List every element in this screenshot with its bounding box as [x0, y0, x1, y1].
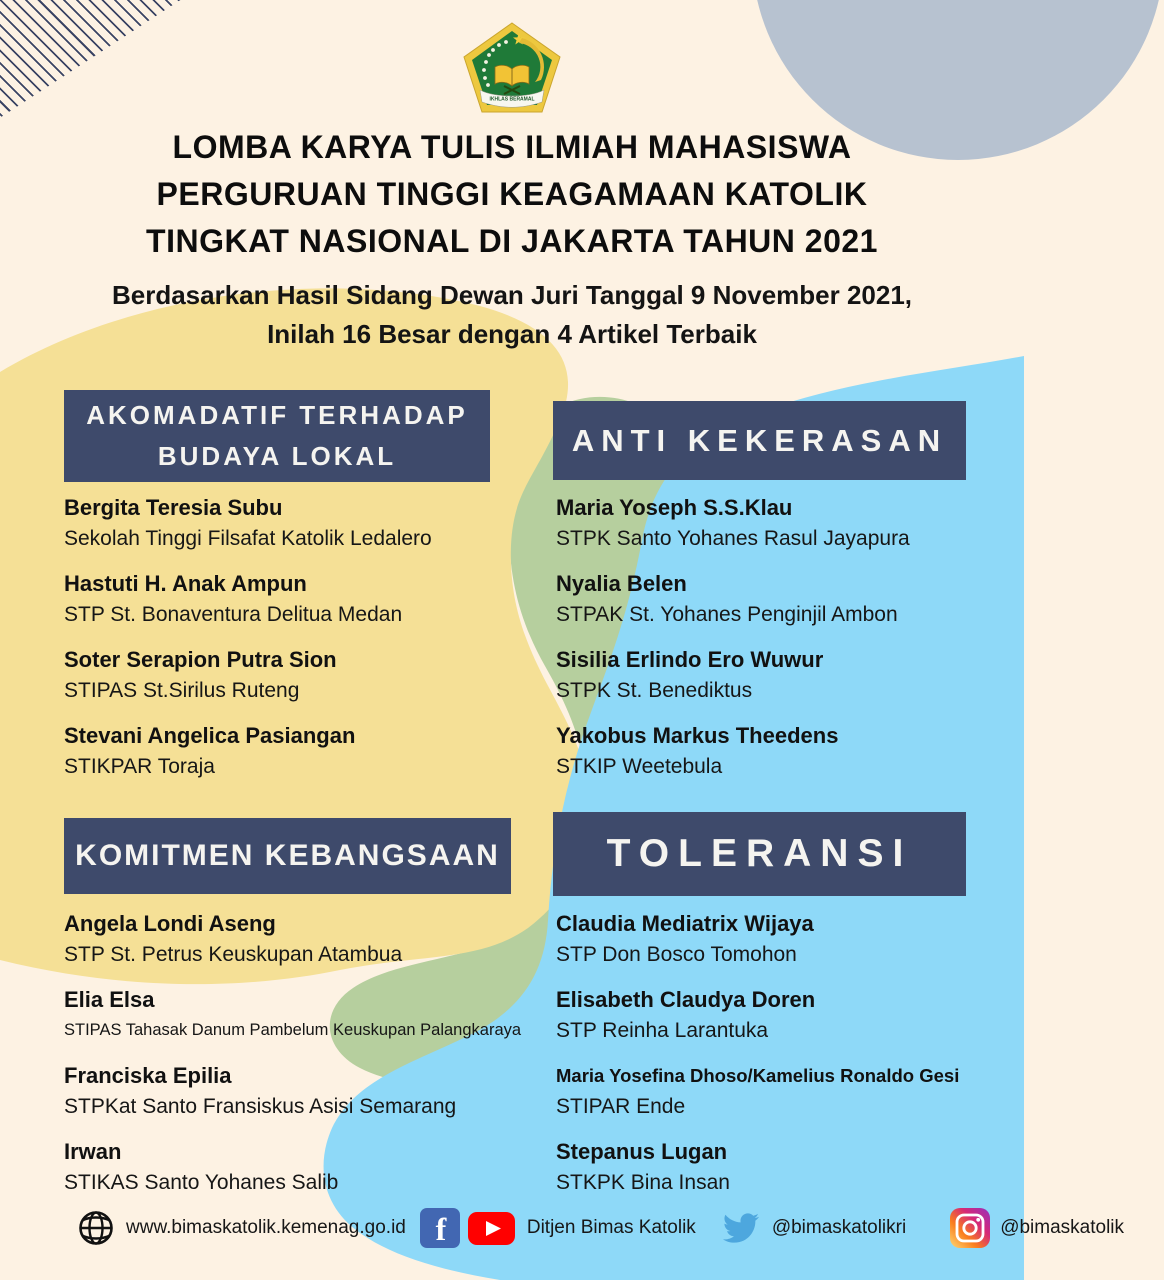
category-title-line: KOMITMEN KEBANGSAAN — [75, 839, 500, 872]
list-item — [64, 720, 544, 782]
instagram-handle: @bimaskatolik — [1000, 1217, 1125, 1238]
twitter-icon — [720, 1210, 762, 1246]
list-item — [556, 1060, 1018, 1122]
title-line-3: TINGKAT NASIONAL DI JAKARTA TAHUN 2021 — [146, 223, 878, 259]
website-url: www.bimaskatolik.kemenag.go.id — [126, 1217, 406, 1238]
entries-toleransi — [556, 908, 1018, 1212]
participant-institution: STIPAS St.Sirilus Ruteng — [64, 679, 300, 702]
category-header-toleransi — [553, 812, 966, 896]
participant-institution: STIKPAR Toraja — [64, 755, 215, 778]
list-item — [64, 492, 544, 554]
participant-institution: STP St. Bonaventura Delitua Medan — [64, 603, 403, 626]
participant-institution: Sekolah Tinggi Filsafat Katolik Ledalero — [64, 527, 432, 550]
list-item — [64, 1136, 556, 1198]
participant-institution: STP St. Petrus Keuskupan Atambua — [64, 943, 403, 966]
youtube-channel-label: Ditjen Bimas Katolik — [526, 1217, 696, 1238]
participant-name: Sisilia Erlindo Ero Wuwur — [556, 647, 824, 672]
participant-institution: STKIP Weetebula — [556, 755, 723, 778]
category-title-line: TOLERANSI — [606, 832, 913, 875]
participant-institution: STIKAS Santo Yohanes Salib — [64, 1171, 339, 1194]
facebook-icon — [420, 1208, 460, 1248]
participant-name: Soter Serapion Putra Sion — [64, 647, 337, 672]
participant-institution: STPK St. Benediktus — [556, 679, 753, 702]
list-item — [556, 908, 1018, 970]
title-line-1: LOMBA KARYA TULIS ILMIAH MAHASISWA — [172, 129, 852, 165]
list-item — [556, 492, 1018, 554]
participant-institution: STIPAS Tahasak Danum Pambelum Keuskupan Palangkaraya — [64, 1021, 522, 1039]
participant-institution: STP Reinha Larantuka — [556, 1019, 769, 1042]
entries-akomadatif — [64, 492, 544, 796]
participant-institution: STPKat Santo Fransiskus Asisi Semarang — [64, 1095, 457, 1118]
participant-name: Claudia Mediatrix Wijaya — [556, 911, 814, 936]
participant-institution: STP Don Bosco Tomohon — [556, 943, 797, 966]
entries-anti-kekerasan — [556, 492, 1018, 796]
subtitle — [0, 276, 1024, 354]
participant-name: Maria Yosefina Dhoso/Kamelius Ronaldo Gesi — [556, 1065, 960, 1086]
page-title — [0, 124, 1024, 265]
list-item — [556, 644, 1018, 706]
logo-banner-text: IKHLAS BERAMAL — [489, 96, 535, 103]
participant-name: Stepanus Lugan — [556, 1139, 728, 1164]
list-item — [64, 908, 556, 970]
participant-name: Stevani Angelica Pasiangan — [64, 723, 356, 748]
instagram-icon — [950, 1208, 990, 1248]
youtube-icon — [468, 1212, 515, 1245]
list-item — [64, 1060, 556, 1122]
category-header-komitmen-kebangsaan — [64, 818, 511, 894]
category-title-line: ANTI KEKERASAN — [571, 422, 948, 458]
participant-name: Maria Yoseph S.S.Klau — [556, 495, 793, 520]
participant-name: Bergita Teresia Subu — [64, 495, 283, 520]
entries-komitmen-kebangsaan — [64, 908, 556, 1212]
kemenag-logo — [462, 22, 562, 114]
category-title-line: BUDAYA LOKAL — [157, 441, 397, 471]
category-header-akomadatif — [64, 390, 490, 482]
list-item — [556, 984, 1018, 1046]
participant-name: Irwan — [64, 1139, 122, 1164]
participant-name: Franciska Epilia — [64, 1063, 232, 1088]
participant-institution: STPK Santo Yohanes Rasul Jayapura — [556, 527, 910, 550]
twitter-handle: @bimaskatolikri — [771, 1217, 907, 1238]
participant-name: Yakobus Markus Theedens — [556, 723, 839, 748]
globe-icon — [76, 1208, 116, 1248]
title-line-2: PERGURUAN TINGGI KEAGAMAAN KATOLIK — [156, 176, 868, 212]
list-item — [64, 568, 544, 630]
category-header-anti-kekerasan — [553, 401, 966, 480]
participant-institution: STPAK St. Yohanes Penginjil Ambon — [556, 603, 898, 626]
footer — [76, 1202, 1124, 1254]
subtitle-line-2: Inilah 16 Besar dengan 4 Artikel Terbaik — [267, 319, 757, 349]
svg-text:f: f — [435, 1211, 447, 1247]
participant-name: Nyalia Belen — [556, 571, 687, 596]
category-title-line: AKOMADATIF TERHADAP — [86, 400, 468, 430]
participant-name: Angela Londi Aseng — [64, 911, 276, 936]
list-item — [556, 1136, 1018, 1198]
participant-name: Elisabeth Claudya Doren — [556, 987, 816, 1012]
list-item — [556, 568, 1018, 630]
participant-institution: STIPAR Ende — [556, 1095, 686, 1118]
list-item — [556, 720, 1018, 782]
participant-name: Elia Elsa — [64, 987, 155, 1012]
list-item — [64, 984, 556, 1046]
participant-name: Hastuti H. Anak Ampun — [64, 571, 307, 596]
subtitle-line-1: Berdasarkan Hasil Sidang Dewan Juri Tanggal 9 November 2021, — [111, 280, 913, 310]
list-item — [64, 644, 544, 706]
participant-institution: STKPK Bina Insan — [556, 1171, 730, 1194]
